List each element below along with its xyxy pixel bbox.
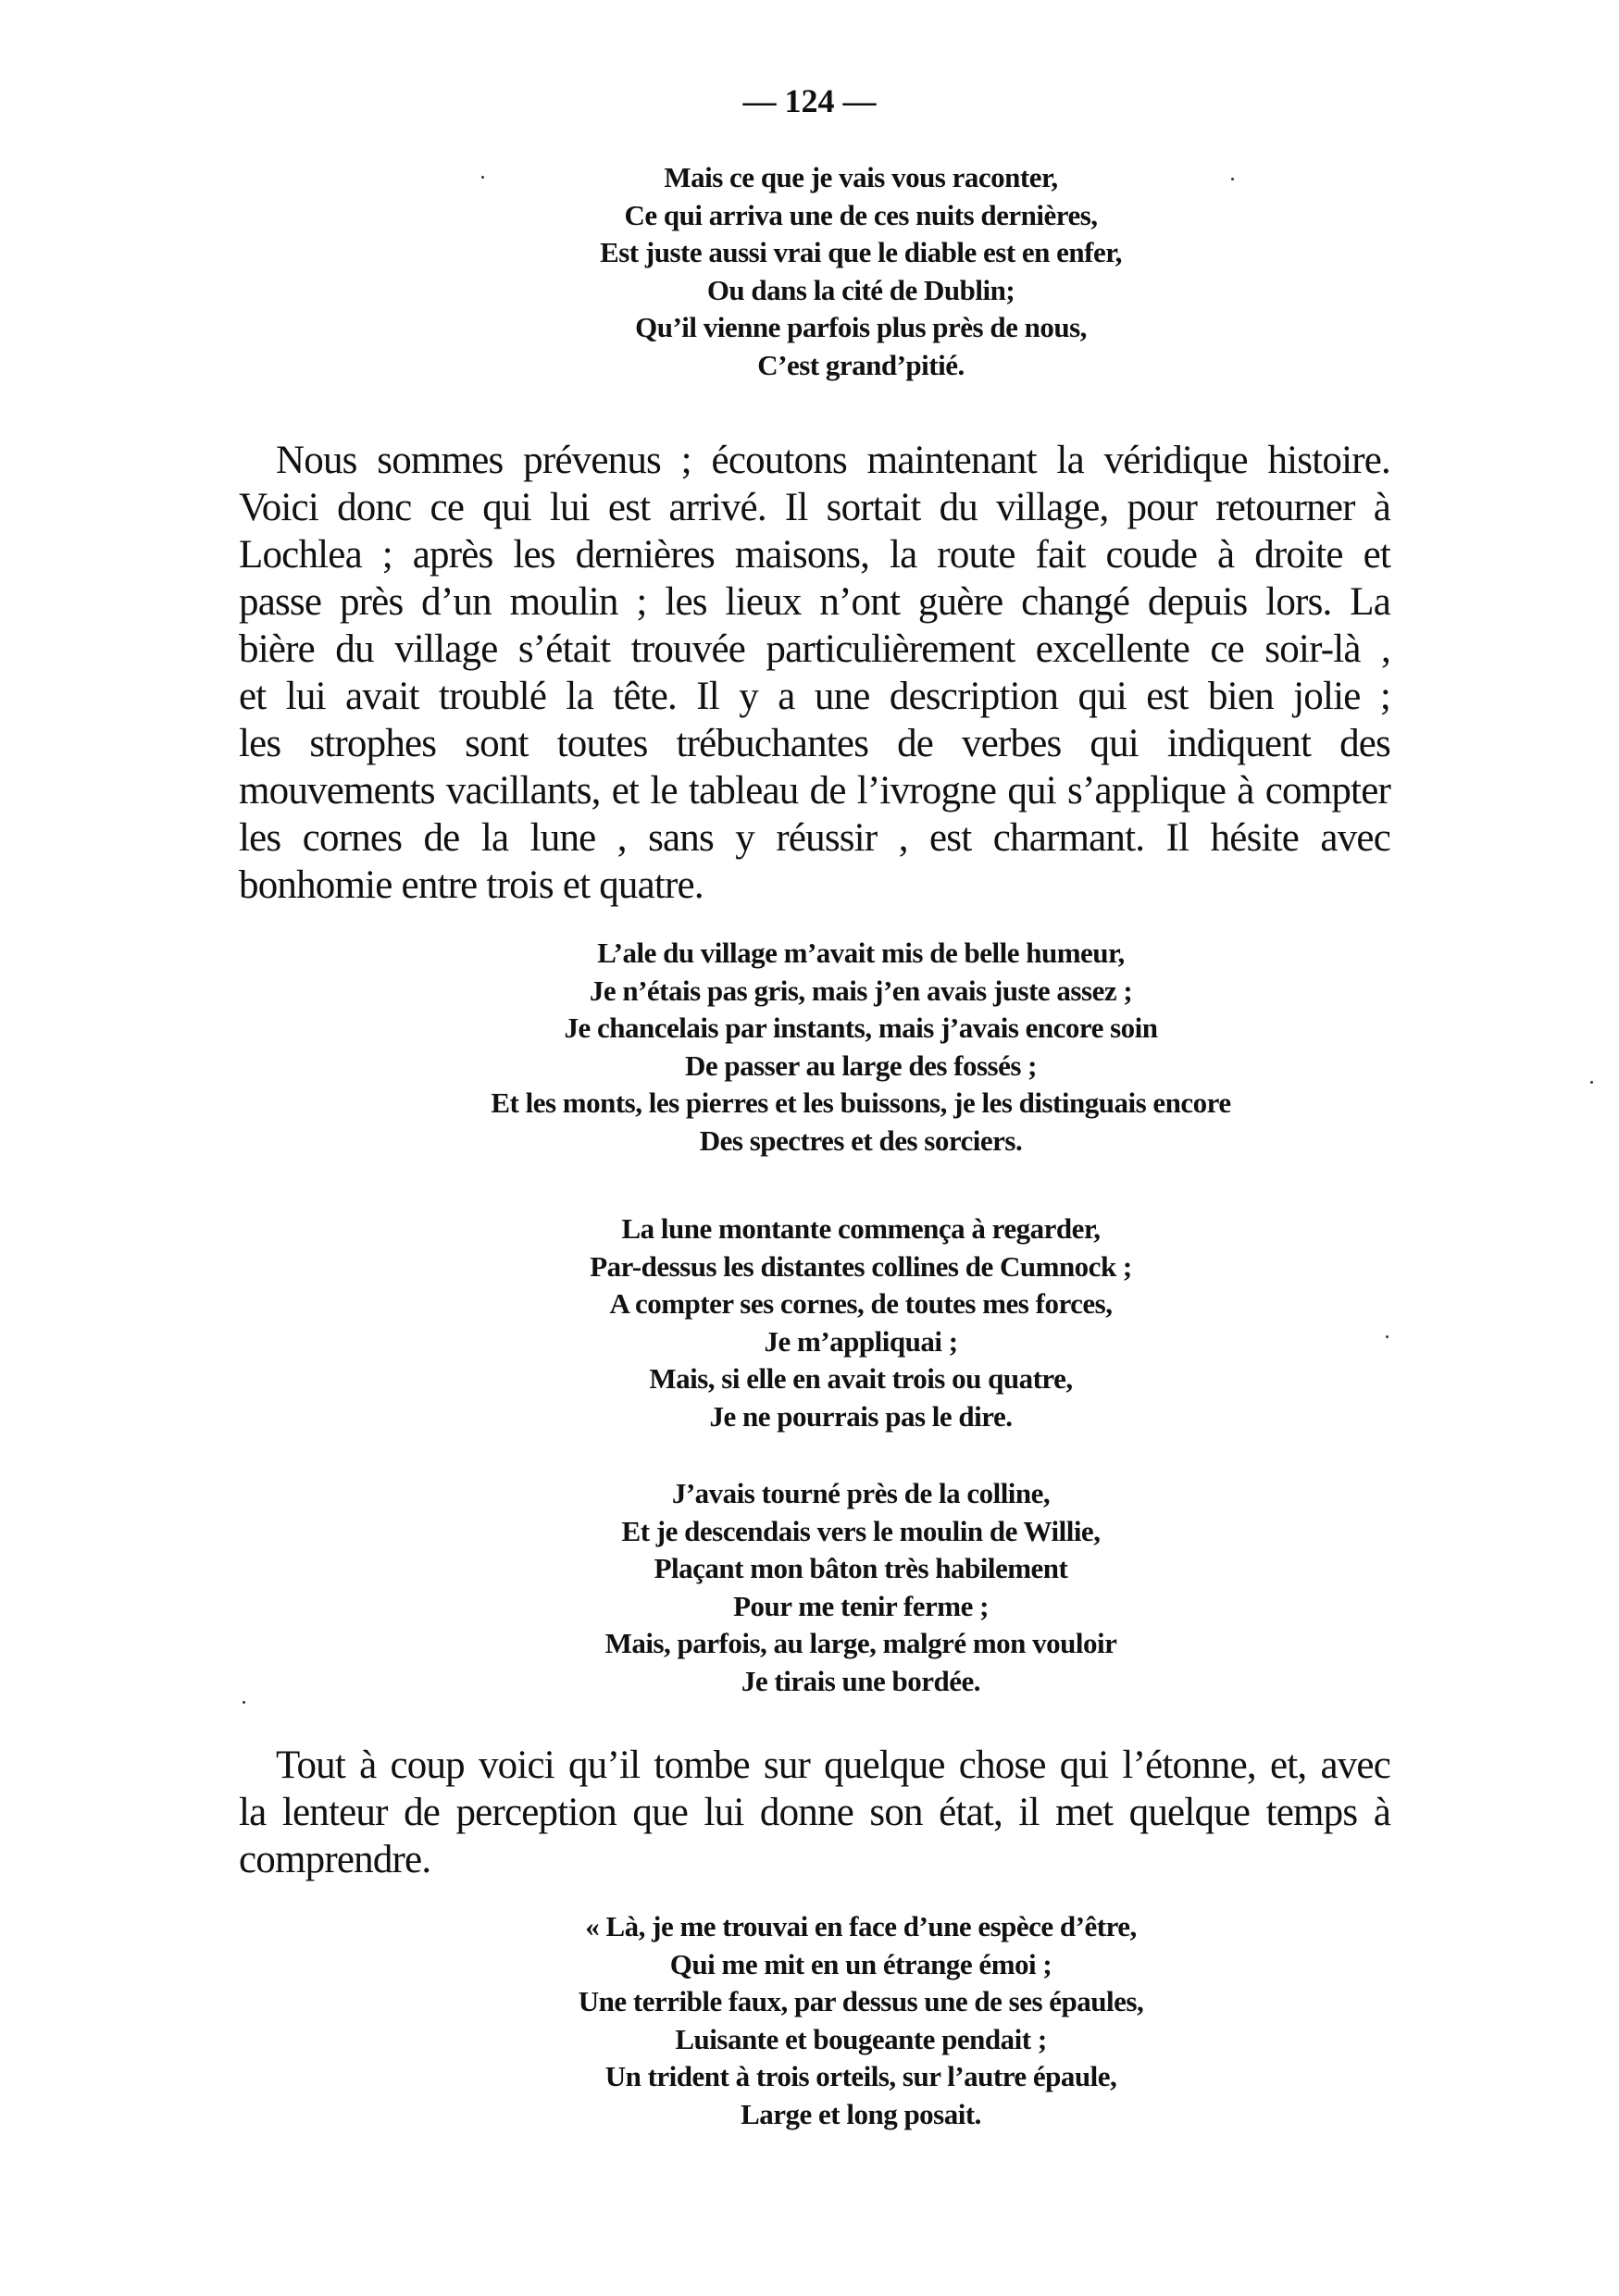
verse-line: Je ne pourrais pas le dire.	[709, 1399, 1013, 1433]
verse-line: Mais ce que je vais vous raconter,	[664, 161, 1058, 193]
print-speck	[1386, 1335, 1389, 1338]
paragraph-line: Nous sommes prévenus ; écoutons maintenant la véridique histoire.	[276, 439, 1390, 482]
verse-stanza-5	[278, 1908, 1444, 2133]
verse-line: Par-dessus les distantes collines de Cumnock ;	[590, 1249, 1132, 1283]
verse-line: Je chancelais par instants, mais j’avais encore soin	[564, 1011, 1158, 1044]
verse-stanza-4	[278, 1475, 1444, 1700]
verse-line: Large et long posait.	[741, 2097, 981, 2130]
verse-stanza-3	[278, 1210, 1444, 1435]
verse-line: Je tirais une bordée.	[741, 1664, 981, 1697]
verse-line: C’est grand’pitié.	[757, 348, 965, 381]
paragraph-line: et lui avait troublé la tête. Il y a une description qui est bien jolie ;	[239, 675, 1390, 718]
verse-line: Et les monts, les pierres et les buissons, je les distinguais encore	[491, 1086, 1231, 1119]
verse-line: Plaçant mon bâton très habilement	[654, 1552, 1068, 1584]
verse-line: Je n’étais pas gris, mais j’en avais juste assez ;	[589, 974, 1133, 1007]
paragraph-line: les strophes sont toutes trébuchantes de verbes qui indiquent des	[239, 722, 1390, 765]
paragraph-line: mouvements vacillants, et le tableau de l’ivrogne qui s’applique à compter	[239, 769, 1390, 813]
paragraph-line: Lochlea ; après les dernières maisons, la route fait coude à droite et	[239, 533, 1390, 577]
verse-line: De passer au large des fossés ;	[684, 1049, 1037, 1082]
verse-line: Une terrible faux, par dessus une de ses épaules,	[578, 1985, 1144, 2017]
verse-stanza-2	[278, 935, 1444, 1160]
page-number: — 124 —	[742, 82, 877, 119]
print-speck	[1590, 1081, 1593, 1084]
verse-line: Ce qui arriva une de ces nuits dernières,	[624, 198, 1098, 231]
verse-line: Mais, parfois, au large, malgré mon vouloir	[604, 1627, 1117, 1659]
verse-stanza-1	[278, 159, 1444, 384]
verse-line: Mais, si elle en avait trois ou quatre,	[649, 1362, 1073, 1395]
paragraph-line: la lenteur de perception que lui donne son état, il met quelque temps à	[239, 1791, 1390, 1834]
paragraph-line: Voici donc ce qui lui est arrivé. Il sortait du village, pour retourner à	[239, 486, 1390, 529]
verse-line: « Là, je me trouvai en face d’une espèce d’être,	[585, 1910, 1137, 1942]
verse-line: Qui me mit en un étrange émoi ;	[669, 1947, 1052, 1980]
paragraph-line: les cornes de la lune , sans y réussir , est charmant. Il hésite avec	[239, 816, 1390, 860]
verse-line: Des spectres et des sorciers.	[699, 1123, 1023, 1157]
verse-line: L’ale du village m’avait mis de belle humeur,	[597, 937, 1125, 969]
print-speck	[243, 1701, 245, 1704]
verse-line: J’avais tourné près de la colline,	[671, 1477, 1051, 1509]
verse-line: La lune montante commença à regarder,	[621, 1212, 1101, 1245]
verse-line: A compter ses cornes, de toutes mes forces,	[609, 1287, 1113, 1320]
verse-line: Je m’appliquai ;	[764, 1324, 958, 1358]
verse-line: Est juste aussi vrai que le diable est en enfer,	[600, 236, 1122, 268]
paragraph-line: passe près d’un moulin ; les lieux n’ont guère changé depuis lors. La	[239, 580, 1390, 624]
paragraph-2	[239, 1742, 1390, 1883]
verse-line: Ou dans la cité de Dublin;	[706, 273, 1015, 306]
print-speck	[481, 176, 484, 179]
verse-line: Un trident à trois orteils, sur l’autre épaule,	[604, 2060, 1117, 2092]
verse-line: Pour me tenir ferme ;	[733, 1589, 989, 1622]
verse-line: Et je descendais vers le moulin de Willie,	[621, 1514, 1101, 1547]
paragraph-line: comprendre.	[239, 1838, 431, 1881]
paragraph-line: Tout à coup voici qu’il tombe sur quelque chose qui l’étonne, et, avec	[276, 1744, 1390, 1787]
print-speck	[1231, 178, 1234, 180]
verse-line: Qu’il vienne parfois plus près de nous,	[635, 311, 1087, 343]
verse-line: Luisante et bougeante pendait ;	[675, 2022, 1047, 2055]
paragraph-line: bière du village s’était trouvée particulièrement excellente ce soir-là ,	[239, 627, 1390, 671]
paragraph-1	[239, 437, 1390, 909]
paragraph-line: bonhomie entre trois et quatre.	[239, 863, 704, 907]
